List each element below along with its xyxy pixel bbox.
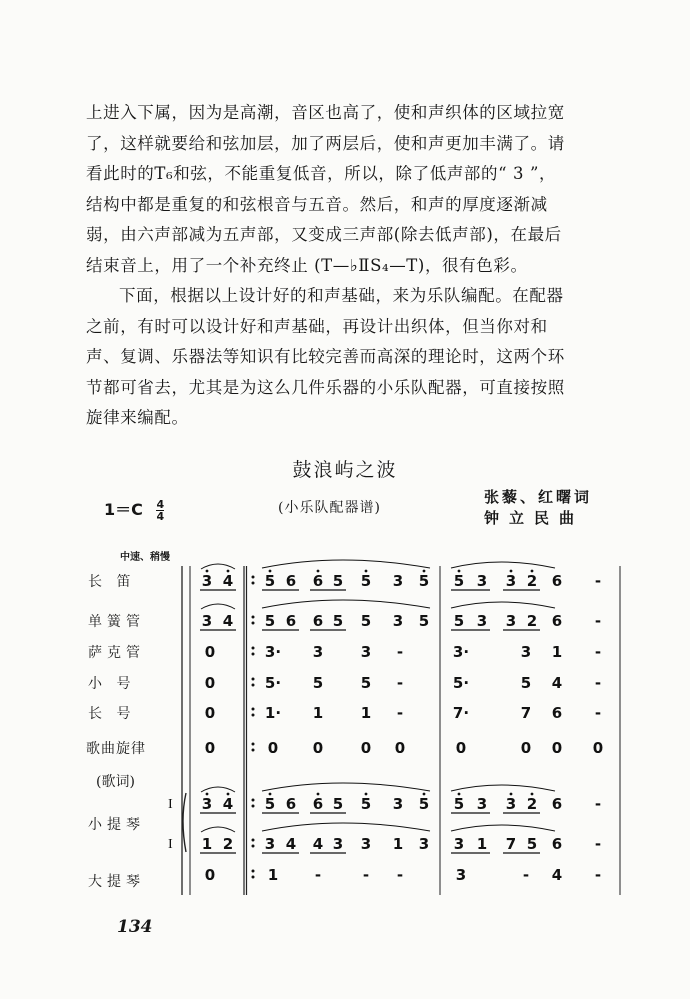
note: 1 bbox=[551, 643, 563, 661]
repeat-dot bbox=[252, 582, 255, 585]
note: 3 bbox=[476, 612, 488, 630]
octave-dot bbox=[269, 793, 272, 796]
lyricist-credit: 张藜、红曙词 bbox=[484, 488, 593, 506]
note: 3 bbox=[392, 795, 404, 813]
note: 7 bbox=[505, 835, 517, 853]
note: - bbox=[594, 612, 602, 630]
note: 3 bbox=[201, 572, 213, 590]
note: 4 bbox=[551, 674, 563, 692]
slur bbox=[451, 602, 555, 608]
note: - bbox=[594, 572, 602, 590]
note: 4 bbox=[222, 795, 234, 813]
octave-dot bbox=[423, 570, 426, 573]
note: 5 bbox=[453, 795, 465, 813]
slur bbox=[201, 827, 235, 832]
note: 3 bbox=[312, 643, 324, 661]
prose-line: 下面，根据以上设计好的和声基础，来为乐队编配。在配器 bbox=[119, 286, 564, 305]
note: 5 bbox=[418, 572, 430, 590]
note: 7· bbox=[452, 704, 470, 722]
composer-credit: 钟立民曲 bbox=[484, 509, 585, 527]
instrument-label: 单簧管 bbox=[88, 614, 145, 630]
note: 5 bbox=[453, 572, 465, 590]
octave-dot bbox=[531, 570, 534, 573]
violin-part-numeral: I bbox=[168, 837, 173, 852]
slur bbox=[201, 787, 235, 792]
note: 5 bbox=[264, 572, 276, 590]
note: 3 bbox=[505, 572, 517, 590]
prose-line: 旋律来编配。 bbox=[86, 408, 189, 427]
note: 3 bbox=[360, 643, 372, 661]
prose-line: 看此时的T₆和弦，不能重复低音，所以，除了低声部的“ 3 ”， bbox=[86, 164, 557, 183]
note: - bbox=[522, 866, 530, 884]
note: 5 bbox=[360, 612, 372, 630]
note: 2 bbox=[222, 835, 234, 853]
note: 3 bbox=[505, 795, 517, 813]
note: - bbox=[396, 704, 404, 722]
octave-dot bbox=[423, 793, 426, 796]
note: 6 bbox=[285, 612, 297, 630]
note: 3 bbox=[476, 795, 488, 813]
repeat-dot bbox=[252, 708, 255, 711]
octave-dot bbox=[269, 570, 272, 573]
note: 0 bbox=[520, 739, 532, 757]
note: 6 bbox=[312, 612, 324, 630]
slur bbox=[262, 560, 430, 568]
note: 5 bbox=[332, 572, 344, 590]
note: 5· bbox=[264, 674, 282, 692]
prose-line: 弱，由六声部减为五声部，又变成三声部(除去低声部)，在最后 bbox=[86, 225, 562, 244]
note: 5 bbox=[453, 612, 465, 630]
note: 0 bbox=[394, 739, 406, 757]
page-number: 134 bbox=[117, 917, 153, 937]
octave-dot bbox=[317, 570, 320, 573]
note: 0 bbox=[360, 739, 372, 757]
prose-line: 结构中都是重复的和弦根音与五音。然后，和声的厚度逐渐减 bbox=[86, 194, 548, 214]
note: 0 bbox=[204, 704, 216, 722]
note: - bbox=[396, 674, 404, 692]
note: 6 bbox=[551, 572, 563, 590]
note: 2 bbox=[526, 795, 538, 813]
note: 5 bbox=[418, 612, 430, 630]
note: 3 bbox=[264, 835, 276, 853]
note: 6 bbox=[551, 795, 563, 813]
violin-brace bbox=[183, 793, 186, 852]
slur bbox=[451, 785, 555, 791]
note: 5 bbox=[332, 612, 344, 630]
note: 3 bbox=[392, 572, 404, 590]
note: 1 bbox=[201, 835, 213, 853]
note: 5 bbox=[264, 612, 276, 630]
note: 0 bbox=[551, 739, 563, 757]
note: 5 bbox=[264, 795, 276, 813]
note: 1 bbox=[360, 704, 372, 722]
slur bbox=[262, 600, 430, 608]
repeat-dot bbox=[252, 799, 255, 802]
note: 6 bbox=[551, 835, 563, 853]
slur bbox=[201, 604, 235, 609]
repeat-dot bbox=[252, 749, 255, 752]
octave-dot bbox=[365, 793, 368, 796]
prose-line: 之前，有时可以设计好和声基础，再设计出织体，但当你对和 bbox=[86, 316, 548, 336]
repeat-dot bbox=[252, 870, 255, 873]
note: 4 bbox=[551, 866, 563, 884]
repeat-dot bbox=[252, 743, 255, 746]
note: - bbox=[594, 835, 602, 853]
note: - bbox=[314, 866, 322, 884]
note: 2 bbox=[526, 612, 538, 630]
note: 1· bbox=[264, 704, 282, 722]
note: 3 bbox=[392, 612, 404, 630]
note: 5 bbox=[526, 835, 538, 853]
lyrics-label: (歌词) bbox=[96, 774, 135, 790]
note: 6 bbox=[551, 612, 563, 630]
octave-dot bbox=[531, 793, 534, 796]
note: 6 bbox=[285, 795, 297, 813]
octave-dot bbox=[227, 570, 230, 573]
instrument-label: 歌曲旋律 bbox=[86, 741, 146, 757]
note: 6 bbox=[312, 572, 324, 590]
score-title: 鼓浪屿之波 bbox=[292, 459, 398, 481]
repeat-dot bbox=[252, 647, 255, 650]
prose-line: 了，这样就要给和弦加层，加了两层后，使和声更加丰满了。请 bbox=[86, 133, 565, 153]
note: 0 bbox=[204, 643, 216, 661]
note: 2 bbox=[526, 572, 538, 590]
repeat-dot bbox=[252, 678, 255, 681]
note: 0 bbox=[204, 674, 216, 692]
tempo-marking: 中速、稍慢 bbox=[120, 552, 170, 563]
note: 3 bbox=[455, 866, 467, 884]
note: 5 bbox=[520, 674, 532, 692]
instrument-label: 长 笛 bbox=[88, 574, 136, 590]
note: 4 bbox=[222, 572, 234, 590]
note: 5 bbox=[418, 795, 430, 813]
repeat-dot bbox=[252, 845, 255, 848]
key-label: 1＝C bbox=[104, 500, 143, 519]
octave-dot bbox=[510, 793, 513, 796]
note: 4 bbox=[285, 835, 297, 853]
octave-dot bbox=[365, 570, 368, 573]
note: - bbox=[594, 643, 602, 661]
score-subtitle: (小乐队配器谱) bbox=[278, 500, 381, 516]
slur bbox=[451, 562, 555, 568]
note: 5 bbox=[360, 674, 372, 692]
slur bbox=[262, 783, 430, 791]
octave-dot bbox=[510, 570, 513, 573]
octave-dot bbox=[458, 793, 461, 796]
prose-line: 结束音上，用了一个补充终止 (T—♭ⅡS₄—T)，很有色彩。 bbox=[86, 255, 528, 275]
prose-line: 声、复调、乐器法等知识有比较完善而高深的理论时，这两个环 bbox=[86, 347, 565, 366]
note: 0 bbox=[204, 866, 216, 884]
note: 0 bbox=[592, 739, 604, 757]
instrument-label: 萨克管 bbox=[88, 645, 145, 661]
repeat-dot bbox=[252, 622, 255, 625]
note: 7 bbox=[520, 704, 532, 722]
repeat-dot bbox=[252, 576, 255, 579]
note: - bbox=[396, 643, 404, 661]
note: 3 bbox=[418, 835, 430, 853]
note: 0 bbox=[204, 739, 216, 757]
repeat-dot bbox=[252, 839, 255, 842]
time-top: 4 bbox=[156, 498, 165, 511]
note: 1 bbox=[476, 835, 488, 853]
note: 1 bbox=[312, 704, 324, 722]
instrument-label: 大提琴 bbox=[88, 874, 145, 890]
slur bbox=[262, 823, 430, 831]
note: - bbox=[396, 866, 404, 884]
octave-dot bbox=[458, 570, 461, 573]
note: 5 bbox=[360, 795, 372, 813]
note: 6 bbox=[312, 795, 324, 813]
note: 5· bbox=[452, 674, 470, 692]
note: 1 bbox=[392, 835, 404, 853]
note: - bbox=[594, 866, 602, 884]
note: - bbox=[594, 704, 602, 722]
octave-dot bbox=[227, 793, 230, 796]
slur bbox=[201, 564, 235, 569]
note: 6 bbox=[551, 704, 563, 722]
octave-dot bbox=[317, 793, 320, 796]
instrument-label: 长 号 bbox=[88, 706, 136, 722]
note: 3 bbox=[476, 572, 488, 590]
note: 3 bbox=[201, 612, 213, 630]
repeat-dot bbox=[252, 876, 255, 879]
note: 3 bbox=[453, 835, 465, 853]
note: 3 bbox=[201, 795, 213, 813]
note: - bbox=[362, 866, 370, 884]
octave-dot bbox=[206, 570, 209, 573]
time-bottom: 4 bbox=[156, 510, 165, 523]
instrument-label: 小提琴 bbox=[88, 817, 145, 833]
violin-part-numeral: I bbox=[168, 797, 173, 812]
note: 6 bbox=[285, 572, 297, 590]
note: 3 bbox=[505, 612, 517, 630]
prose-line: 上进入下属，因为是高潮，音区也高了，使和声织体的区域拉宽 bbox=[86, 103, 565, 122]
repeat-dot bbox=[252, 805, 255, 808]
note: 3· bbox=[452, 643, 470, 661]
repeat-dot bbox=[252, 616, 255, 619]
note: 5 bbox=[360, 572, 372, 590]
repeat-dot bbox=[252, 714, 255, 717]
prose-line: 节都可省去，尤其是为这么几件乐器的小乐队配器，可直接按照 bbox=[86, 377, 565, 397]
note: 4 bbox=[222, 612, 234, 630]
note: 3· bbox=[264, 643, 282, 661]
note: 0 bbox=[455, 739, 467, 757]
repeat-dot bbox=[252, 653, 255, 656]
octave-dot bbox=[206, 793, 209, 796]
note: - bbox=[594, 795, 602, 813]
note: 1 bbox=[267, 866, 279, 884]
repeat-dot bbox=[252, 684, 255, 687]
note: 5 bbox=[332, 795, 344, 813]
note: 5 bbox=[312, 674, 324, 692]
slur bbox=[451, 825, 555, 831]
note: 0 bbox=[312, 739, 324, 757]
note: 4 bbox=[312, 835, 324, 853]
note: 0 bbox=[267, 739, 279, 757]
note: - bbox=[594, 674, 602, 692]
note: 3 bbox=[332, 835, 344, 853]
note: 3 bbox=[520, 643, 532, 661]
instrument-label: 小 号 bbox=[88, 676, 136, 692]
note: 3 bbox=[360, 835, 372, 853]
